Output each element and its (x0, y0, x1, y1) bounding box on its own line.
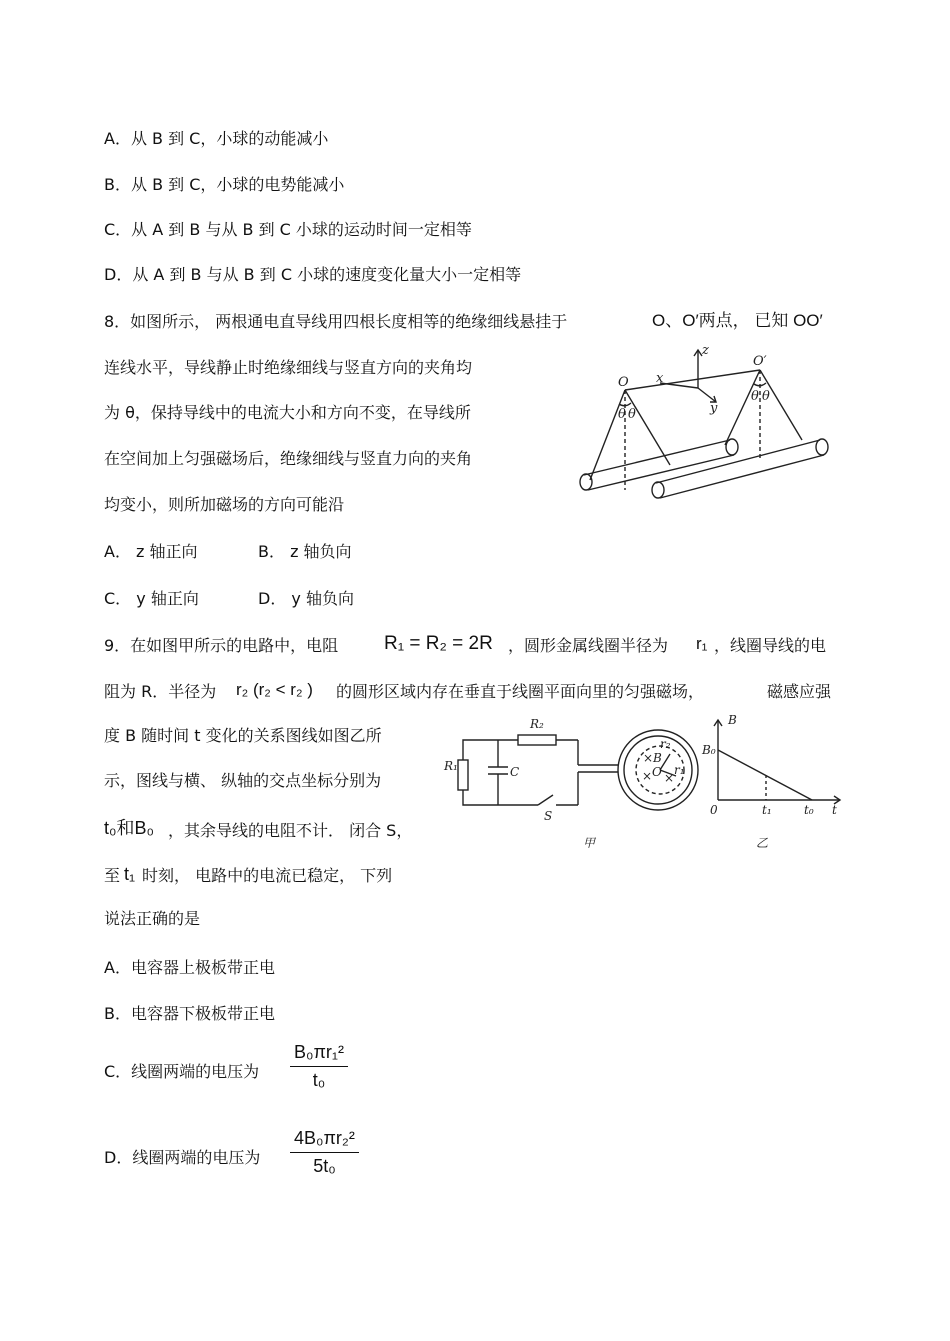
q8-label-o-prime: O′ (753, 354, 767, 369)
q8-stem-line3: 为 θ，保持导线中的电流大小和方向不变，在导线所 (104, 403, 471, 422)
q8-label-o: O (618, 375, 629, 390)
q8-axis-y: y (710, 401, 718, 416)
q9-stem-line1c: ，线圈导线的电 (714, 636, 827, 655)
q9-label-r1-coil: r₁ (674, 763, 685, 777)
q9-stem-line4: 示，图线与横、 纵轴的交点坐标分别为 (104, 771, 382, 790)
q9-stem-line2: 阻为 R．半径为 (104, 682, 217, 701)
q9-option-c: C．线圈两端的电压为 (104, 1062, 260, 1081)
q9-stem-line6c: 时刻， 电路中的电流已稳定， 下列 (142, 866, 393, 885)
q8-option-a: A． z 轴正向 (104, 542, 198, 561)
q8-option-c: C． y 轴正向 (104, 589, 199, 608)
q9-label-o: O (652, 765, 662, 779)
q9-label-c: C (510, 765, 520, 779)
q8-option-b: B． z 轴负向 (258, 542, 352, 561)
q9-graph-axis-b: B (728, 713, 737, 727)
q9-fraction-c (290, 1042, 348, 1091)
q9-t0-b0: t₀和B₀ (104, 818, 154, 838)
q9-label-xb: ×B (643, 751, 662, 765)
q8-axis-x: x (656, 371, 664, 386)
q8-label-theta-4: θ (762, 389, 770, 404)
q7-option-c: C．从 A 到 B 与从 B 到 C 小球的运动时间一定相等 (104, 220, 472, 239)
q9-cross-1: × (642, 769, 653, 783)
q8-label-theta-2: θ (628, 407, 636, 422)
q9-circuit-figure (438, 710, 713, 855)
q8-stem-line5: 均变小，则所加磁场的方向可能沿 (104, 495, 345, 514)
q9-r1: r₁ (696, 634, 708, 653)
q9-fraction-d-numerator: 4B₀πr₂² (290, 1128, 359, 1153)
q9-stem-line1: 9．在如图甲所示的电路中，电阻 (104, 636, 339, 655)
q9-stem-line7: 说法正确的是 (104, 909, 201, 928)
q8-wires-figure (570, 340, 840, 505)
q9-fraction-d (290, 1128, 359, 1177)
q9-caption-jia: 甲 (583, 836, 596, 850)
q9-label-r2-coil: r₂ (660, 737, 671, 751)
q9-stem-line2c: 磁感应强 (767, 682, 832, 701)
q9-bt-graph (700, 710, 845, 855)
q9-cross-2: × (664, 771, 675, 785)
q8-stem-line1: 8．如图所示， 两根通电直导线用四根长度相等的绝缘细线悬挂于 (104, 312, 568, 331)
q7-option-d: D．从 A 到 B 与从 B 到 C 小球的速度变化量大小一定相等 (104, 265, 522, 284)
q9-graph-label-b0: B₀ (702, 743, 716, 757)
q9-graph-label-t0: t₀ (804, 803, 814, 817)
q9-resistor-equation: R₁ = R₂ = 2R (384, 633, 493, 654)
q7-option-b: B．从 B 到 C，小球的电势能减小 (104, 175, 345, 194)
q9-stem-line5: ，其余导线的电阻不计． 闭合 S， (168, 821, 413, 840)
q9-t1: t₁ (124, 864, 136, 884)
q9-fraction-c-numerator: B₀πr₁² (290, 1042, 348, 1067)
q8-label-theta-1: θ (618, 407, 626, 422)
q9-stem-line3: 度 B 随时间 t 变化的关系图线如图乙所 (104, 726, 382, 745)
q9-stem-line2b: 的圆形区域内存在垂直于线圈平面向里的匀强磁场， (336, 682, 705, 701)
q8-stem-line4: 在空间加上匀强磁场后，绝缘细线与竖直力向的夹角 (104, 449, 473, 468)
q9-caption-yi: 乙 (756, 836, 769, 850)
q9-fraction-c-denominator: t₀ (312, 1070, 326, 1090)
q9-graph-axis-t: t (832, 803, 837, 817)
q7-option-a: A．从 B 到 C，小球的动能减小 (104, 129, 329, 148)
q9-label-s: S (544, 809, 553, 823)
q9-inequality: r₂ (r₂ < r₂ ) (236, 680, 313, 699)
q9-fraction-d-denominator: 5t₀ (313, 1156, 336, 1176)
q9-stem-line6: 至 (104, 866, 121, 885)
q9-label-r2: R₂ (530, 717, 544, 731)
q9-option-a: A．电容器上极板带正电 (104, 958, 275, 977)
q8-axis-z: z (702, 343, 709, 358)
q9-graph-origin: 0 (710, 803, 718, 817)
q9-graph-label-t1: t₁ (762, 803, 772, 817)
q9-label-r1: R₁ (444, 759, 458, 773)
q8-stem-line2: 连线水平，导线静止时绝缘细线与竖直方向的夹角均 (104, 358, 473, 377)
q8-label-theta-3: θ (751, 389, 759, 404)
q9-option-d: D．线圈两端的电压为 (104, 1148, 261, 1167)
q8-option-d: D． y 轴负向 (258, 589, 354, 608)
q8-stem-points: O、O′两点， 已知 OO′ (652, 311, 823, 330)
q9-stem-line1b: ，圆形金属线圈半径为 (508, 636, 669, 655)
q9-option-b: B．电容器下极板带正电 (104, 1004, 275, 1023)
